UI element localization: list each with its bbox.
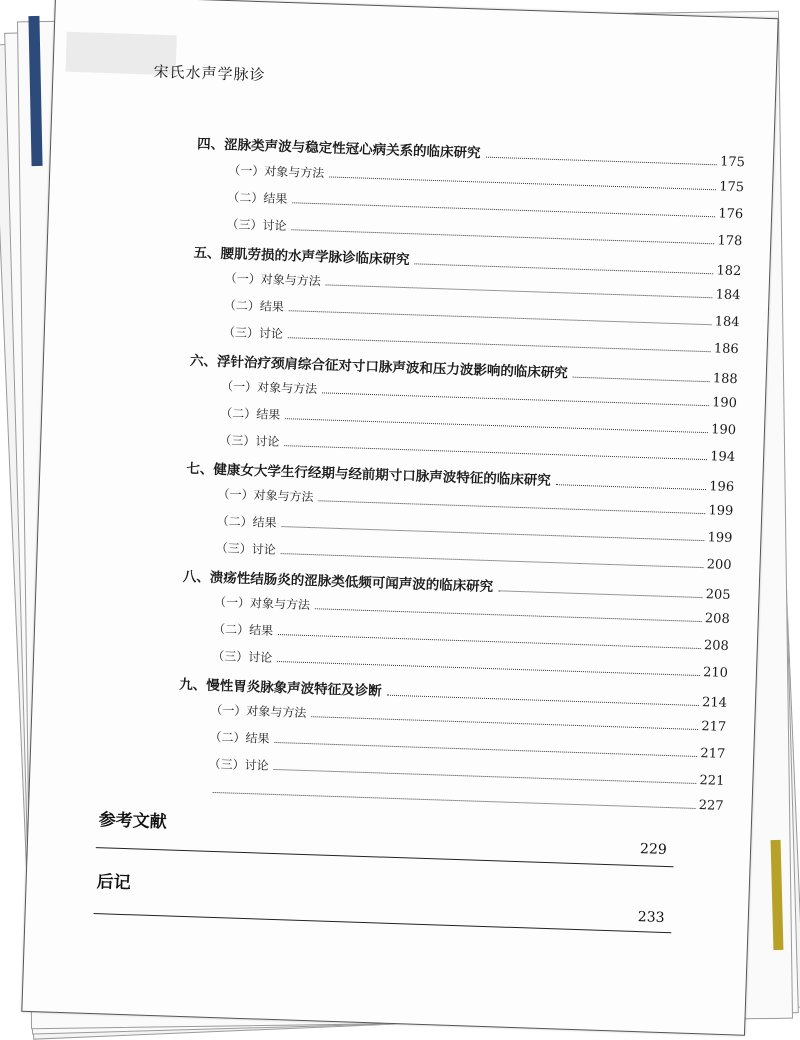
toc-page-number: 178 (717, 233, 742, 249)
toc-page-number: 176 (718, 206, 743, 222)
table-of-contents (22, 0, 777, 1035)
toc-entry-label: 五、腰肌劳损的水声学脉诊临床研究 (193, 241, 412, 268)
toc-page-number: 190 (712, 395, 737, 411)
toc-entry-label: （一）对象与方法 (221, 377, 320, 397)
leader-dots (311, 716, 698, 730)
leader-dots (318, 500, 705, 514)
toc-page-number: 188 (713, 371, 738, 387)
toc-page-number: 175 (719, 179, 744, 195)
toc-page-number: 186 (714, 341, 739, 357)
chapter-references-title[interactable]: 参考文献 (98, 805, 167, 832)
toc-entry-label: （三）讨论 (212, 647, 275, 666)
toc-entry-label: （一）对象与方法 (210, 701, 309, 721)
toc-page-number: 200 (706, 557, 731, 573)
leader-dots (414, 263, 713, 274)
toc-entry-label: （三）讨论 (226, 215, 289, 234)
leader-dots (485, 157, 717, 166)
toc-page-number: 199 (708, 503, 733, 519)
leader-dots (288, 337, 711, 352)
toc-entry-label: （一）对象与方法 (224, 269, 323, 289)
chapter-rule (94, 913, 672, 933)
toc-entry-label: （二）结果 (216, 512, 279, 531)
toc-entry-label: （三）讨论 (216, 539, 279, 558)
toc-entry-label: 九、慢性胃炎脉象声波特征及诊断 (179, 673, 384, 700)
leader-dots (326, 284, 713, 298)
leader-dots (274, 742, 697, 757)
toc-entry-label: 八、溃疡性结肠炎的涩脉类低频可闻声波的临床研究 (183, 565, 496, 595)
toc-entry-label: （二）结果 (227, 188, 290, 207)
toc-entry-label: （三）讨论 (219, 431, 282, 450)
leader-dots (315, 608, 702, 622)
leader-dots (573, 377, 710, 383)
toc-page-number: 196 (709, 479, 734, 495)
toc-page (21, 0, 778, 1036)
toc-page-number: 182 (716, 263, 741, 279)
leader-dots (322, 392, 709, 406)
toc-entry-label: （三）讨论 (208, 755, 271, 774)
toc-entry-label: 七、健康女大学生行经期与经前期寸口脉声波特征的临床研究 (186, 457, 553, 489)
toc-page-number: 221 (699, 773, 724, 789)
leader-dots (289, 310, 712, 325)
toc-page-number: 199 (707, 530, 732, 546)
toc-page-number: 194 (710, 449, 735, 465)
toc-page-number: 175 (720, 154, 745, 170)
toc-entry-label: （三）讨论 (223, 323, 286, 342)
leader-dots (291, 229, 714, 244)
toc-page-number: 205 (705, 587, 730, 603)
toc-page-number: 217 (700, 746, 725, 762)
toc-page-number: 184 (715, 314, 740, 330)
toc-entry-label: 六、浮针治疗颈肩综合征对寸口脉声波和压力波影响的临床研究 (190, 349, 570, 382)
toc-entry-label: （二）结果 (220, 404, 283, 423)
toc-trailing-entry[interactable] (208, 782, 724, 814)
running-head: 宋氏水声学脉诊 (153, 61, 266, 86)
chapter-afterword-page: 233 (638, 909, 665, 926)
chapter-references-page: 229 (640, 841, 667, 858)
leader-dots (278, 634, 701, 649)
toc-entry-label: （二）结果 (209, 728, 272, 747)
toc-entry-label: （一）对象与方法 (217, 485, 316, 505)
toc-page-number: 217 (701, 719, 726, 735)
leader-dots (329, 176, 716, 190)
toc-entry-label: 四、涩脉类声波与稳定性冠心病关系的临床研究 (197, 132, 483, 161)
toc-page-number: 190 (711, 422, 736, 438)
chapter-afterword-title[interactable]: 后记 (96, 867, 131, 893)
toc-entry-label: （一）对象与方法 (214, 593, 313, 613)
chapter-rule (96, 847, 674, 867)
toc-page-number: 208 (705, 611, 730, 627)
leader-dots (556, 484, 707, 490)
toc-page-number: 214 (702, 695, 727, 711)
leader-dots (498, 590, 703, 598)
toc-entry-label: （一）对象与方法 (228, 161, 327, 181)
leader-dots (282, 526, 705, 541)
toc-page-number: 184 (715, 287, 740, 303)
toc-page-number: 210 (703, 665, 728, 681)
leader-dots (285, 418, 708, 433)
toc-entry-label: （二）结果 (224, 296, 287, 315)
leader-dots (273, 769, 696, 784)
leader-dots (213, 792, 696, 809)
leader-dots (387, 695, 700, 706)
toc-page-number: 208 (704, 638, 729, 654)
leader-dots (277, 661, 700, 676)
leader-dots (281, 553, 704, 568)
toc-entry-label: （二）结果 (213, 620, 276, 639)
leader-dots (292, 202, 715, 217)
leader-dots (284, 445, 707, 460)
toc-page-number: 227 (698, 798, 723, 814)
